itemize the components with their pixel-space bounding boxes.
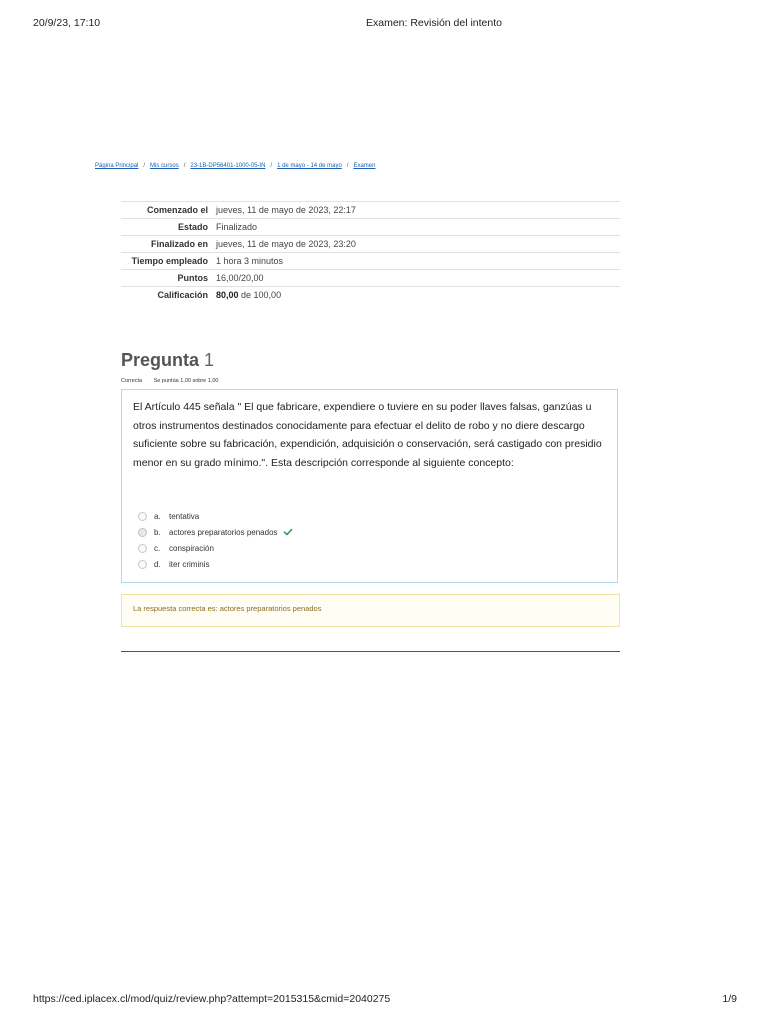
print-title: Examen: Revisión del intento [366,17,502,29]
breadcrumb-separator: / [143,163,146,169]
answer-option-c[interactable] [138,540,293,556]
answer-letter: c. [154,543,161,553]
answer-options [138,508,293,572]
grade-max: de 100,00 [238,290,282,300]
breadcrumb-separator: / [346,163,349,169]
breadcrumb-separator: / [270,163,273,169]
breadcrumb-section[interactable]: 1 de mayo - 14 de mayo [277,163,342,169]
summary-row-points [121,269,620,286]
question-status: Correcta [121,378,143,384]
answer-option-b[interactable] [138,524,293,540]
grade-value: 80,00 [216,290,239,300]
question-content-box [121,389,618,583]
answer-text: actores preparatorios penados [169,527,278,537]
breadcrumb-home[interactable]: Página Principal [95,163,139,169]
breadcrumb-my-courses[interactable]: Mis cursos [150,163,179,169]
question-number: 1 [204,350,215,370]
summary-row-finished [121,235,620,252]
summary-row-started [121,201,620,218]
summary-label: Comenzado el [146,205,208,215]
summary-value: jueves, 11 de mayo de 2023, 22:17 [216,205,356,215]
correct-check-icon [283,527,293,537]
question-grade: Se puntúa 1,00 sobre 1,00 [153,378,219,384]
summary-label: Puntos [177,273,208,283]
question-heading-label: Pregunta [121,350,200,370]
summary-value: Finalizado [216,222,258,232]
question-divider [121,651,620,652]
print-url: https://ced.iplacex.cl/mod/quiz/review.php?attempt=2015315&cmid=2040275 [33,993,391,1005]
summary-label: Estado [177,222,208,232]
radio-button-selected[interactable] [138,528,147,537]
print-title-wrap [0,17,768,29]
breadcrumb [95,163,375,169]
breadcrumb-separator: / [183,163,186,169]
correct-answer-feedback: La respuesta correcta es: actores preparatorios penados [121,594,620,627]
question-heading [121,350,214,371]
summary-value: 1 hora 3 minutos [216,256,284,266]
breadcrumb-exam[interactable]: Examen [353,163,376,169]
summary-label: Tiempo empleado [131,256,208,266]
summary-row-grade [121,286,620,303]
answer-text: tentativa [169,511,200,521]
summary-value [216,287,620,303]
radio-button[interactable] [138,544,147,553]
radio-button[interactable] [138,560,147,569]
answer-letter: a. [154,511,161,521]
answer-text: iter criminis [169,559,210,569]
answer-letter: b. [154,527,161,537]
answer-option-d[interactable] [138,556,293,572]
answer-letter: d. [154,559,161,569]
radio-button[interactable] [138,512,147,521]
summary-row-time-taken [121,252,620,269]
attempt-summary-table [121,201,620,303]
summary-label: Calificación [157,290,208,300]
summary-value: jueves, 11 de mayo de 2023, 23:20 [216,239,356,249]
answer-text: conspiración [169,543,214,553]
print-datetime: 20/9/23, 17:10 [33,17,101,29]
print-page-number: 1/9 [722,993,737,1005]
print-header [0,17,768,33]
answer-option-a[interactable] [138,508,293,524]
summary-label: Finalizado en [150,239,208,249]
question-text: El Artículo 445 señala " El que fabricare, expendiere o tuviere en su poder llaves falsas, ganzúas u otros instrumentos destinados conocidamente para efectuar el delito de robo y no diere descargo suficiente sobre su fabricación, expendición, adquisición o conservación, será castigado con presidio menor en su grado mínimo.". Esta descripción corresponde al siguiente concepto: [133,401,602,469]
summary-value: 16,00/20,00 [216,273,264,283]
question-info [121,378,218,384]
breadcrumb-course[interactable]: 23-1B-DP56401-1000-05-IN [190,163,266,169]
summary-row-state [121,218,620,235]
